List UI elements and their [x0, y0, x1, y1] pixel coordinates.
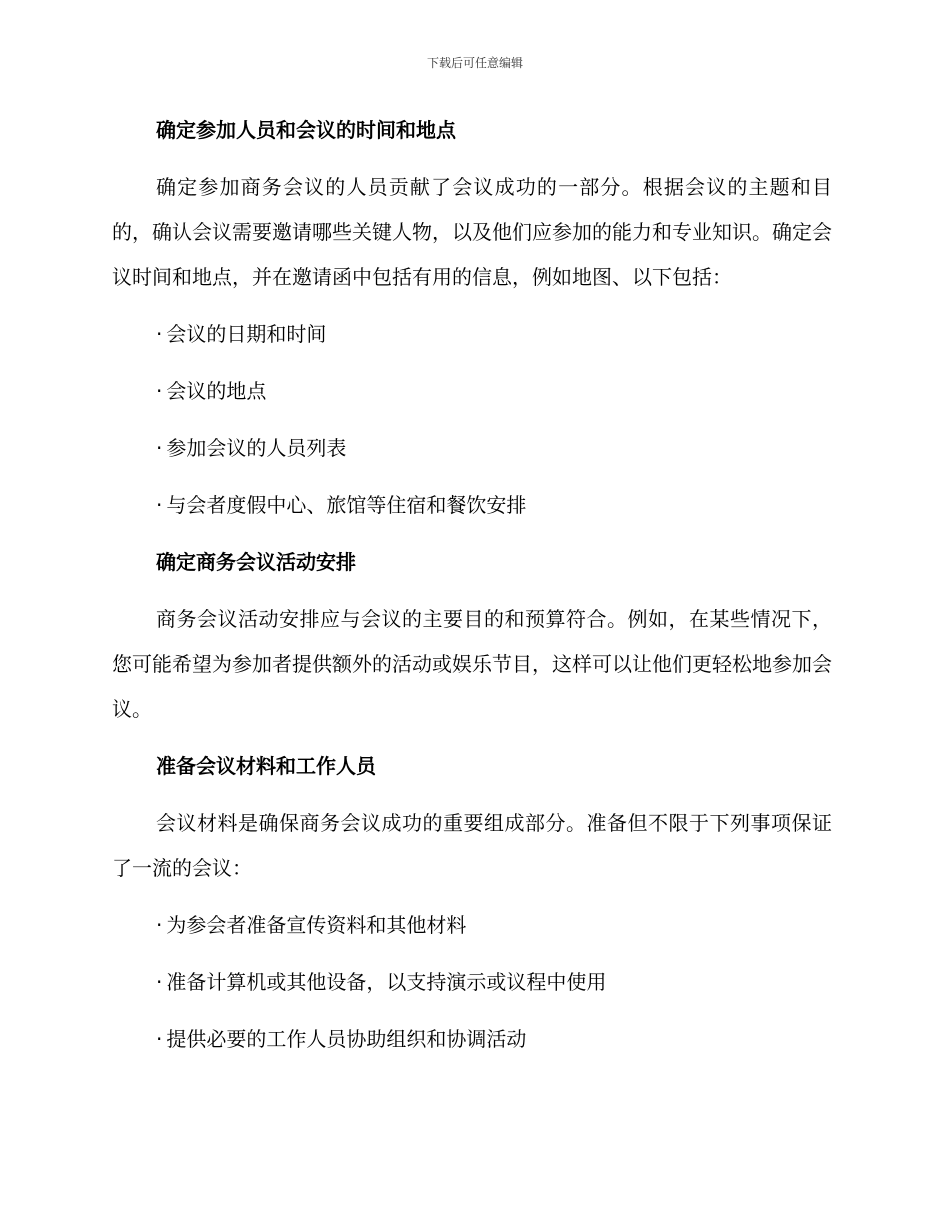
list-item-text: 与会者度假中心、旅馆等住宿和餐饮安排: [166, 493, 527, 517]
document-body: [112, 108, 832, 1074]
section-heading: 确定商务会议活动安排: [156, 550, 356, 574]
list-item: [156, 960, 832, 1004]
section-paragraph: 确定参加商务会议的人员贡献了会议成功的一部分。根据会议的主题和目的，确认会议需要邀请哪些关键人物，以及他们应参加的能力和专业知识。确定会议时间和地点，并在邀请函中包括有用的信息，例如地图、以下包括：: [112, 175, 832, 289]
section-heading: 确定参加人员和会议的时间和地点: [156, 118, 456, 142]
list-item: [156, 426, 832, 470]
bullet-icon: ·: [156, 322, 163, 346]
list-item-text: 参加会议的人员列表: [166, 436, 347, 460]
bullet-icon: ·: [156, 1027, 163, 1051]
bullet-icon: ·: [156, 970, 163, 994]
list-item: [156, 312, 832, 356]
section-paragraph: 会议材料是确保商务会议成功的重要组成部分。准备但不限于下列事项保证了一流的会议：: [112, 811, 832, 880]
bullet-icon: ·: [156, 436, 163, 460]
list-item-text: 为参会者准备宣传资料和其他材料: [166, 913, 467, 937]
list-item: [156, 369, 832, 413]
list-item-text: 提供必要的工作人员协助组织和协调活动: [166, 1027, 527, 1051]
bullet-icon: ·: [156, 379, 163, 403]
list-item: [156, 1017, 832, 1061]
list-item: [156, 483, 832, 527]
list-item-text: 会议的地点: [166, 379, 267, 403]
bullet-icon: ·: [156, 913, 163, 937]
list-item-text: 会议的日期和时间: [166, 322, 327, 346]
list-item: [156, 903, 832, 947]
section-heading: 准备会议材料和工作人员: [156, 754, 376, 778]
page-header: 下载后可任意编辑: [426, 56, 523, 70]
bullet-icon: ·: [156, 493, 163, 517]
list-item-text: 准备计算机或其他设备，以支持演示或议程中使用: [166, 970, 607, 994]
section-paragraph: 商务会议活动安排应与会议的主要目的和预算符合。例如，在某些情况下，您可能希望为参加者提供额外的活动或娱乐节目，这样可以让他们更轻松地参加会议。: [112, 607, 832, 721]
